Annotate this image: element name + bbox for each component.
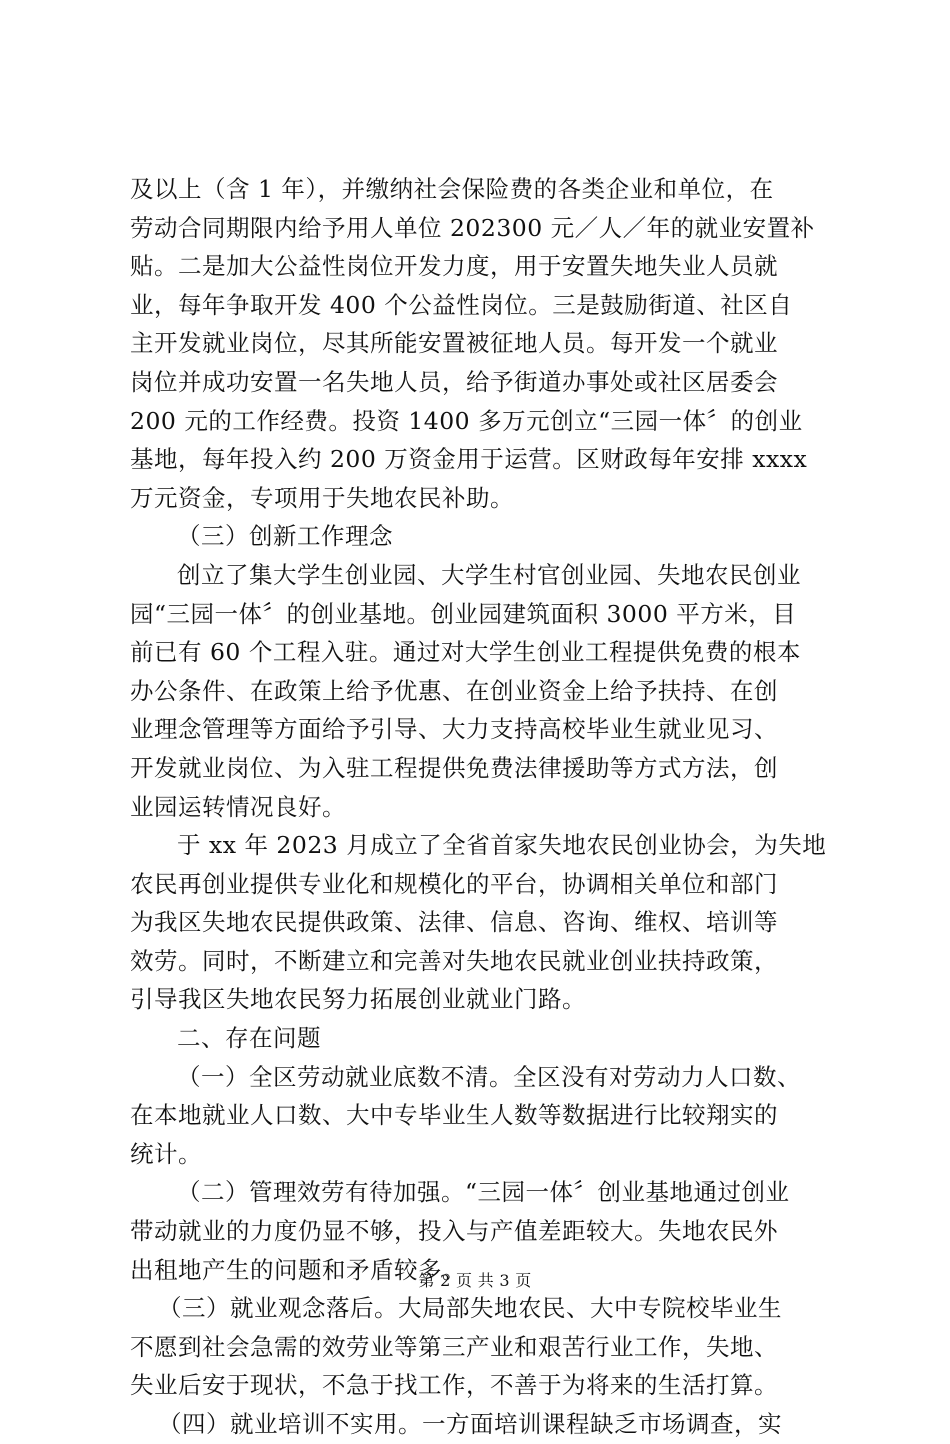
text-line: 业理念管理等方面给予引导、大力支持高校毕业生就业见习、	[130, 715, 778, 744]
document-body	[130, 170, 830, 1444]
text-line: （三）就业观念落后。大局部失地农民、大中专院校毕业生	[158, 1294, 782, 1323]
text-line: 不愿到社会急需的效劳业等第三产业和艰苦行业工作，失地、	[130, 1332, 778, 1361]
text-line: （二）管理效劳有待加强。“三园一体〞创业基地通过创业	[177, 1178, 790, 1207]
text-line: 办公条件、在政策上给予优惠、在创业资金上给予扶持、在创	[130, 676, 778, 705]
text-line: 出租地产生的问题和矛盾较多。	[130, 1255, 466, 1284]
text-line: 农民再创业提供专业化和规模化的平台，协调相关单位和部门	[130, 869, 778, 898]
text-line: 200 元的工作经费。投资 1400 多万元创立“三园一体〞的创业	[130, 406, 803, 435]
page-number: 第 2 页 共 3 页	[418, 1271, 532, 1290]
text-line: 创立了集大学生创业园、大学生村官创业园、失地农民创业	[177, 560, 801, 589]
text-line: 引导我区失地农民努力拓展创业就业门路。	[130, 985, 586, 1014]
text-line: 于 xx 年 2023 月成立了全省首家失地农民创业协会，为失地	[177, 831, 827, 860]
text-line: 基地，每年投入约 200 万资金用于运营。区财政每年安排 xxxx	[130, 445, 808, 474]
text-line: 劳动合同期限内给予用人单位 202300 元／人／年的就业安置补	[130, 213, 815, 242]
text-line: 主开发就业岗位，尽其所能安置被征地人员。每开发一个就业	[130, 329, 778, 358]
text-line: 岗位并成功安置一名失地人员，给予街道办事处或社区居委会	[130, 367, 778, 396]
text-line: 业园运转情况良好。	[130, 792, 346, 821]
text-line: （四）就业培训不实用。一方面培训课程缺乏市场调查，实	[158, 1410, 782, 1438]
text-line: 开发就业岗位、为入驻工程提供免费法律援助等方式方法，创	[130, 753, 778, 782]
text-line: （一）全区劳动就业底数不清。全区没有对劳动力人口数、	[177, 1062, 801, 1091]
text-line: 贴。二是加大公益性岗位开发力度，用于安置失地失业人员就	[130, 252, 778, 281]
text-line: 在本地就业人口数、大中专毕业生人数等数据进行比较翔实的	[130, 1101, 778, 1130]
text-line: 前已有 60 个工程入驻。通过对大学生创业工程提供免费的根本	[130, 638, 801, 667]
text-line: 万元资金，专项用于失地农民补助。	[130, 483, 514, 512]
text-line: 统计。	[130, 1139, 202, 1168]
text-line: 带动就业的力度仍显不够，投入与产值差距较大。失地农民外	[130, 1217, 778, 1246]
text-line: 园“三园一体〞的创业基地。创业园建筑面积 3000 平方米，目	[130, 599, 797, 628]
section-heading: 二、存在问题	[177, 1024, 321, 1053]
section-heading: （三）创新工作理念	[177, 522, 393, 551]
text-line: 为我区失地农民提供政策、法律、信息、咨询、维权、培训等	[130, 908, 778, 937]
text-line: 及以上（含 1 年），并缴纳社会保险费的各类企业和单位，在	[130, 175, 774, 203]
text-line: 业，每年争取开发 400 个公益性岗位。三是鼓励街道、社区自	[130, 290, 793, 319]
text-line: 失业后安于现状，不急于找工作，不善于为将来的生活打算。	[130, 1371, 778, 1400]
text-line: 效劳。同时，不断建立和完善对失地农民就业创业扶持政策，	[130, 946, 778, 975]
